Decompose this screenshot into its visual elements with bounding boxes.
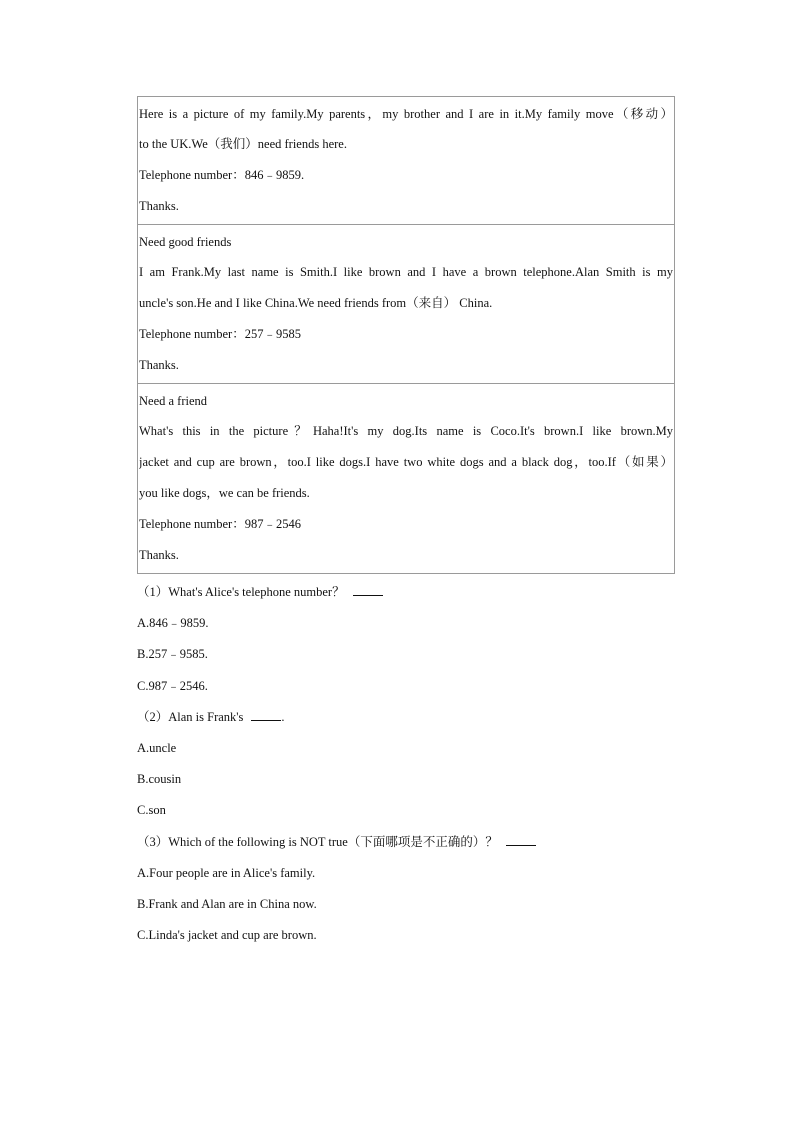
question-3-option-a: A.Four people are in Alice's family. xyxy=(137,865,316,880)
question-stem-text: （1）What's Alice's telephone number？ xyxy=(137,585,345,599)
ad-row-1 xyxy=(138,97,675,225)
question-stem-text: （3）Which of the following is NOT true（下面哪项是不正确的）？ xyxy=(137,834,498,849)
answer-blank[interactable] xyxy=(353,583,383,596)
ad-row-2 xyxy=(138,225,675,384)
question-2-option-c: C.son xyxy=(137,803,166,818)
ad-closing: Thanks. xyxy=(139,358,179,372)
answer-blank[interactable] xyxy=(251,708,281,721)
ad-heading: Need good friends xyxy=(139,235,232,249)
ads-table xyxy=(137,96,675,574)
ad-cell-2 xyxy=(138,225,675,384)
ad-text-line: to the UK.We（我们）need friends here. xyxy=(139,137,347,151)
ad-text-line: uncle's son.He and I like China.We need friends from（来自） China. xyxy=(139,296,493,310)
ad-row-3 xyxy=(138,384,675,574)
question-1-option-c: C.987﹣2546. xyxy=(137,678,208,693)
ad-heading: Need a friend xyxy=(139,394,208,408)
question-3-option-c: C.Linda's jacket and cup are brown. xyxy=(137,928,317,943)
ad-text-line: What's this in the picture？Haha!It's my dog.Its name is Coco.It's brown.I like brown.My xyxy=(139,424,673,438)
ad-closing: Thanks. xyxy=(139,199,179,213)
question-3-stem xyxy=(137,827,677,858)
answer-blank[interactable] xyxy=(506,833,536,846)
ad-telephone: Telephone number：987﹣2546 xyxy=(139,517,301,531)
ad-text-line: jacket and cup are brown，too.I like dogs.I have two white dogs and a black dog，too.If（如果） xyxy=(139,455,673,469)
question-1-option-a: A.846﹣9859. xyxy=(137,616,209,631)
question-2-option-b: B.cousin xyxy=(137,772,182,787)
question-3-option-b: B.Frank and Alan are in China now. xyxy=(137,897,317,912)
ad-text-line: you like dogs，we can be friends. xyxy=(139,486,310,500)
question-2-stem xyxy=(137,702,677,733)
ad-cell-3 xyxy=(138,384,675,574)
ad-text-line: Here is a picture of my family.My parents，my brother and I are in it.My family move（移动） xyxy=(139,107,673,121)
ad-telephone: Telephone number：257﹣9585 xyxy=(139,327,301,341)
ad-closing: Thanks. xyxy=(139,548,179,562)
question-stem-suffix: . xyxy=(281,709,285,724)
questions-section xyxy=(137,577,677,951)
ad-cell-1 xyxy=(138,97,675,225)
ad-telephone: Telephone number：846﹣9859. xyxy=(139,168,305,182)
question-2-option-a: A.uncle xyxy=(137,741,177,756)
question-1-stem xyxy=(137,577,677,608)
question-stem-text: （2）Alan is Frank's xyxy=(137,709,244,724)
ad-text-line: I am Frank.My last name is Smith.I like brown and I have a brown telephone.Alan Smith is my xyxy=(139,265,673,279)
question-1-option-b: B.257﹣9585. xyxy=(137,647,208,662)
